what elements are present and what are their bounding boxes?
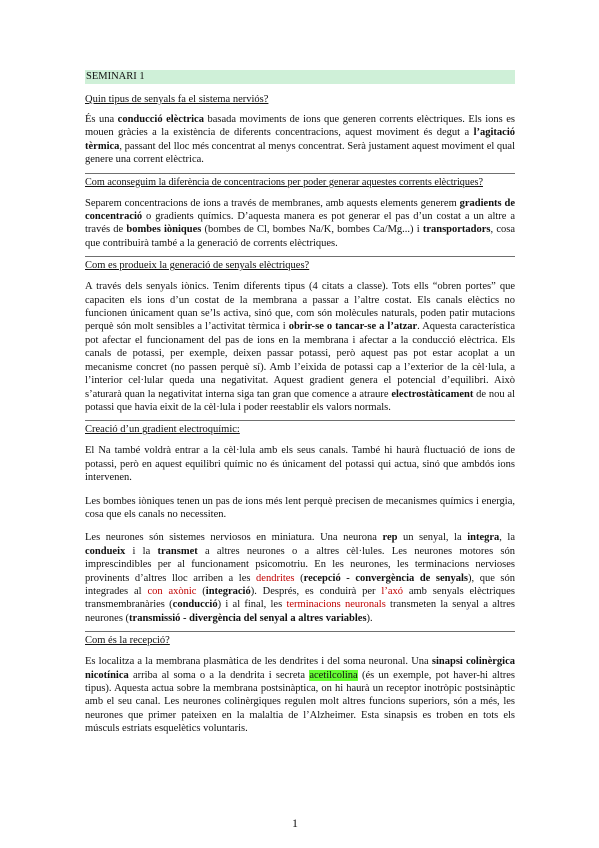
bold-term: electrostàticament: [391, 388, 474, 400]
bold-term: l’agitació tèrmica: [85, 127, 515, 152]
text-run: (bombes de Cl, bombes Na/K, bombes Ca/Mg...) i: [201, 224, 423, 236]
bold-term: transportadors: [422, 224, 491, 236]
text-run: ).: [366, 612, 373, 624]
bold-term: condueix: [85, 545, 126, 557]
section-4-paragraph-3: [85, 531, 515, 625]
section-divider: [85, 631, 515, 632]
text-run: Es localitza a la membrana plasmàtica de les dendrites i del soma neuronal. Una: [85, 656, 432, 668]
page-title-bar: [85, 70, 515, 84]
red-term: dendrites: [256, 572, 295, 584]
text-run: . Aquesta característica pot afectar el funcionament del pas de ions en la membrana i afectar a la conducció elèctrica. Els canals de potassi, per exemple, deixen passar potassi, però aquest pas pot estar acoplat a un mecanisme concret (no passen perquè sí). Amb l’eixida de potassi cap a l’exterior de la cèl·lula, a l’interior cel·lular queda una negativitat. Aquest gradient genera el potencial d’equilibri. Això s’aturarà quan la negativitat interna siga tan gran que comence a atraure: [85, 321, 515, 400]
text-run: A través dels senyals iònics. Tenim diferents tipus (4 citats a classe). Tots ells “obren portes” que capaciten els ions d’un costat de la membrana a passar a l’altre costat. Els canals elèctics no funcionen únicament quan se’ls activa, sinó que, com són molècules naturals, poden patir mutacions perquè són molt sensibles a l’activitat tèrmica i: [85, 281, 515, 333]
page-title: SEMINARI 1: [86, 71, 145, 82]
section-4-question: Creació d’un gradient electroquímic:: [85, 424, 240, 436]
text-run: Separem concentracions de ions a través de membranes, amb aquests elements generem: [85, 197, 460, 209]
text-run: de nou al potassi que havia eixit de la cèl·lula i poder reestablir els valors normals.: [85, 388, 515, 413]
red-term: l’axó: [381, 585, 403, 597]
bold-term: sinapsi colinèrgica nicotínica: [85, 656, 515, 681]
section-2-paragraph: [85, 197, 515, 251]
text-run: És una: [85, 114, 118, 125]
text-run: o gradients químics. D’aquesta manera es pot generar el pas d’un costat a un altre a través de: [85, 211, 515, 236]
section-1-question: Quin tipus de senyals fa el sistema nerviós?: [85, 94, 269, 105]
text-run: Les neurones són sistemes nerviosos en miniatura. Una neurona: [85, 532, 383, 544]
text-run: ) i al final, les: [217, 599, 287, 611]
text-run: (és un exemple, pot haver-hi altres tipus). Aquesta actua sobre la membrana postsinàptica, on hi haurà un receptor inotròpic postsinàptic amb el seu canal. Les neurones colinèrgiques regulen molt altres funcions superiors, són a més, les neurones que primer pateixen en la malaltia de l’Alzheimer. Esta sinapsis es troben en tots els músculs estriats esquelètics voluntaris.: [85, 669, 515, 735]
text-run: , la: [499, 532, 516, 544]
bold-term: conducció elèctrica: [117, 114, 204, 125]
section-4-paragraph-2: [85, 495, 515, 522]
text-run: amb senyals elèctriques transmembranàries (: [85, 585, 515, 611]
red-term: con axònic: [147, 585, 197, 597]
section-divider: [85, 420, 515, 421]
bold-term: integra: [467, 532, 500, 544]
section-5-paragraph: [85, 655, 515, 735]
bold-term: recepció - convergència de senyals: [303, 572, 468, 584]
section-2-question: Com aconseguim la diferència de concentracions per poder generar aquestes corrents elèctriques?: [85, 176, 483, 188]
section-divider: [85, 173, 515, 174]
text-run: (: [196, 585, 206, 597]
bold-term: transmissió - divergència del senyal a altres variables: [129, 612, 367, 624]
bold-term: bombes iòniques: [126, 224, 202, 236]
text-run: ). Després, es conduirà per: [250, 585, 382, 597]
document-page: [85, 70, 515, 736]
section-divider: [85, 256, 515, 257]
page-number: 1: [292, 816, 298, 830]
section-4-paragraph-1: [85, 444, 515, 484]
text-run: arriba al soma o a la dendrita i secreta: [128, 669, 310, 681]
bold-term: gradients de concentració: [85, 197, 515, 223]
text-run: i la: [125, 545, 158, 557]
section-1-paragraph: [85, 113, 515, 167]
bold-term: rep: [382, 532, 398, 544]
bold-term: integració: [205, 585, 251, 597]
text-run: un senyal, la: [397, 532, 468, 544]
text-run: , cosa que contribuirà també a la generació de corrents elèctriques.: [85, 224, 515, 249]
bold-term: conducció: [172, 599, 218, 611]
text-run: ), que són integrades al: [85, 572, 516, 597]
text-run: Les bombes iòniques tenen un pas de ions més lent perquè precisen de mecanismes químics i energia, cosa que els canals no necessiten.: [85, 495, 515, 520]
text-run: , passant del lloc més concentrat al menys concentrat. Serà justament aquest moviment el qual genere una corrent elèctrica.: [85, 140, 515, 166]
text-run: basada moviments de ions que generen corrents elèctriques. Els ions es mouen gràcies a la existència de diferents concentracions, aquest moviment és degut a: [85, 114, 515, 139]
highlighted-term: acetilcolina: [309, 669, 358, 681]
red-term: terminacions neuronals: [286, 599, 386, 611]
section-3-paragraph: [85, 280, 515, 414]
text-run: transmeten la senyal a altres neurones (: [85, 599, 515, 624]
section-3-question: Com es produeix la generació de senyals elèctriques?: [85, 260, 310, 272]
section-5-question: Com és la recepció?: [85, 635, 170, 647]
bold-term: obrir-se o tancar-se a l’atzar: [288, 321, 418, 333]
text-run: a altres neurones o a altres cèl·lules. Les neurones motores són imprescindibles per al funcionament psicomotriu. En les neurones, les terminacions nervioses provinents d’altres lloc arriben a les: [85, 545, 515, 584]
text-run: El Na també voldrà entrar a la cèl·lula amb els seus canals. També hi haurà fluctuació de ions de potassi, però en aquest equilibri químic no és únicament del potassi qui actua, sinó que ambdós ions intervenen.: [85, 445, 515, 484]
text-run: (: [294, 572, 304, 584]
bold-term: transmet: [157, 545, 198, 557]
